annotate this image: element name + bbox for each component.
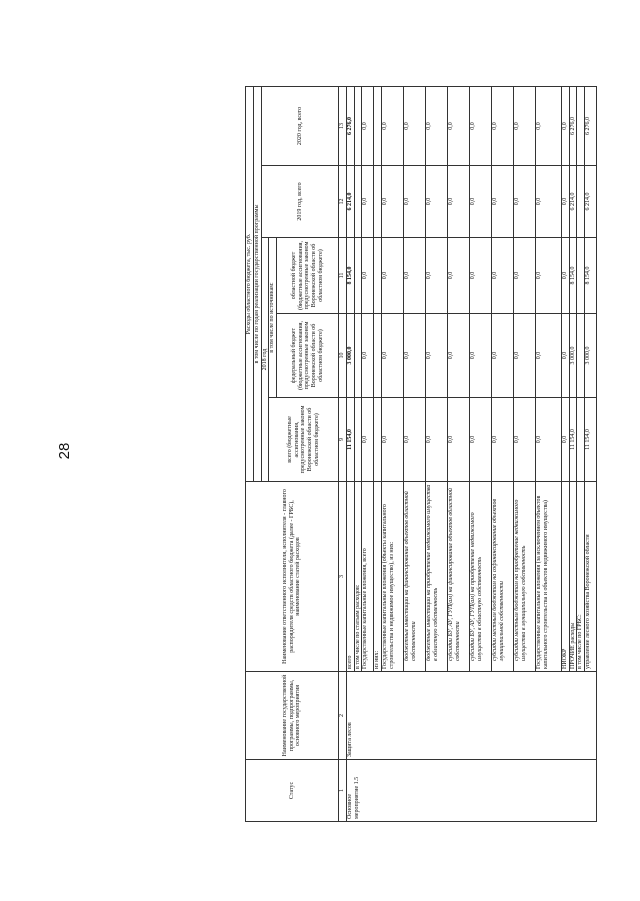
budget-table bbox=[245, 86, 597, 822]
value-cell: 6 276,0 bbox=[346, 86, 354, 165]
column-number: 3 bbox=[339, 482, 347, 672]
value-cell: 0,0 bbox=[362, 314, 374, 398]
value-cell: 0,0 bbox=[514, 238, 536, 314]
value-cell: 11 154,0 bbox=[346, 398, 354, 482]
column-numbers-row bbox=[339, 86, 347, 821]
value-cell: 11 154,0 bbox=[585, 398, 597, 482]
value-cell: 0,0 bbox=[562, 398, 570, 482]
header-col-federal: федеральный бюджет (бюджетные ассигнования, предусмотренные законом Воронежской области об областном бюджете) bbox=[277, 314, 339, 398]
value-cell: 0,0 bbox=[514, 398, 536, 482]
header-col-2019: 2019 год, всего bbox=[261, 166, 338, 238]
value-cell: 0,0 bbox=[562, 314, 570, 398]
value-cell bbox=[374, 238, 382, 314]
value-cell: 8 154,0 bbox=[569, 238, 577, 314]
value-cell: 0,0 bbox=[536, 398, 562, 482]
value-cell: 0,0 bbox=[470, 86, 492, 165]
row-label: в том числе по статьям расходов: bbox=[354, 482, 362, 672]
column-number: 9 bbox=[339, 398, 347, 482]
value-cell: 6 214,0 bbox=[585, 166, 597, 238]
value-cell bbox=[577, 314, 585, 398]
value-cell bbox=[354, 398, 362, 482]
value-cell: 3 000,0 bbox=[346, 314, 354, 398]
value-cell: 0,0 bbox=[426, 398, 448, 482]
value-cell: 0,0 bbox=[514, 86, 536, 165]
value-cell bbox=[374, 314, 382, 398]
value-cell: 0,0 bbox=[404, 166, 426, 238]
row-label: ПРОЧИЕ расходы bbox=[569, 482, 577, 672]
value-cell: 0,0 bbox=[404, 86, 426, 165]
value-cell bbox=[577, 86, 585, 165]
value-cell: 0,0 bbox=[492, 238, 514, 314]
row-label: Государственные капитальные вложения, всего bbox=[362, 482, 374, 672]
column-number: 1 bbox=[339, 760, 347, 822]
value-cell: 0,0 bbox=[404, 238, 426, 314]
row-label: из них: bbox=[374, 482, 382, 672]
row-label: Государственные капитальные вложения (объекты капитального строительства и недвижимое имущество), из них: bbox=[382, 482, 404, 672]
row-label: субсидии местным бюджетам на софинансирование объектов муниципальной собственности bbox=[492, 482, 514, 672]
value-cell: 0,0 bbox=[426, 238, 448, 314]
value-cell: 0,0 bbox=[536, 166, 562, 238]
header-expenses-title: Расходы областного бюджета, тыс. руб. bbox=[246, 86, 254, 481]
value-cell: 0,0 bbox=[404, 398, 426, 482]
status-cell: Основное мероприятие 1.5 bbox=[346, 760, 596, 822]
header-year-2018: 2018 год bbox=[261, 238, 269, 482]
value-cell: 0,0 bbox=[536, 238, 562, 314]
document-sheet bbox=[245, 87, 592, 822]
value-cell: 0,0 bbox=[426, 314, 448, 398]
value-cell: 0,0 bbox=[514, 314, 536, 398]
row-label: субсидии БУ, АУ, ГУП(ам) на приобретение недвижимого имущества в областную собственность bbox=[470, 482, 492, 672]
value-cell: 0,0 bbox=[562, 166, 570, 238]
row-label: субсидии местным бюджетам на приобретение недвижимого имущества в муниципальную собственность bbox=[514, 482, 536, 672]
row-label: Государственные капитальные вложения (за исключением объектов капитального строительства и объектов недвижимого имущества) bbox=[536, 482, 562, 672]
value-cell: 3 000,0 bbox=[569, 314, 577, 398]
value-cell: 0,0 bbox=[362, 398, 374, 482]
value-cell: 6 214,0 bbox=[346, 166, 354, 238]
rotated-table-wrapper bbox=[245, 87, 592, 822]
value-cell: 0,0 bbox=[362, 238, 374, 314]
header-program-name: Наименование государственной программы, подпрограммы, основного мероприятия bbox=[246, 672, 339, 760]
value-cell: 0,0 bbox=[470, 238, 492, 314]
column-number: 12 bbox=[339, 166, 347, 238]
row-label: бюджетные инвестиции на приобретение недвижимого имущества в областную собственность bbox=[426, 482, 448, 672]
program-cell: Защита лесов bbox=[346, 672, 596, 760]
column-number: 13 bbox=[339, 86, 347, 165]
value-cell: 0,0 bbox=[470, 166, 492, 238]
value-cell: 6 276,0 bbox=[569, 86, 577, 165]
value-cell: 0,0 bbox=[404, 314, 426, 398]
header-col-2020: 2020 год, всего bbox=[261, 86, 338, 165]
value-cell bbox=[354, 238, 362, 314]
row-label: в том числе по ГРБС: bbox=[577, 482, 585, 672]
header-col-regional: областной бюджет (бюджетные ассигнования, предусмотренные законом Воронежской области об областном бюджете) bbox=[277, 238, 339, 314]
value-cell: 0,0 bbox=[426, 86, 448, 165]
column-number: 11 bbox=[339, 238, 347, 314]
value-cell: 3 000,0 bbox=[585, 314, 597, 398]
value-cell: 0,0 bbox=[562, 238, 570, 314]
column-number: 2 bbox=[339, 672, 347, 760]
value-cell: 0,0 bbox=[448, 86, 470, 165]
value-cell: 0,0 bbox=[382, 238, 404, 314]
table-row bbox=[346, 86, 354, 821]
value-cell bbox=[354, 166, 362, 238]
value-cell bbox=[354, 86, 362, 165]
value-cell: 0,0 bbox=[382, 86, 404, 165]
value-cell bbox=[374, 86, 382, 165]
value-cell bbox=[374, 398, 382, 482]
value-cell: 0,0 bbox=[492, 86, 514, 165]
header-executor: Наименование ответственного исполнителя, исполнителя - главного распорядителя средств областного бюджета (далее - ГРБС), наименование статей расходов bbox=[246, 482, 339, 672]
row-label: НИОКР bbox=[562, 482, 570, 672]
value-cell: 0,0 bbox=[536, 86, 562, 165]
value-cell: 0,0 bbox=[448, 238, 470, 314]
value-cell: 0,0 bbox=[382, 314, 404, 398]
header-including-sources: в том числе по источникам: bbox=[269, 238, 277, 398]
value-cell: 6 276,0 bbox=[585, 86, 597, 165]
value-cell: 6 214,0 bbox=[569, 166, 577, 238]
row-label: бюджетные инвестиции на финансирование объектов областной собственности bbox=[404, 482, 426, 672]
row-label: субсидии БУ, АУ, ГУП(ам) на финансирование объектов областной собственности bbox=[448, 482, 470, 672]
value-cell: 0,0 bbox=[382, 166, 404, 238]
header-status: Статус bbox=[246, 760, 339, 822]
value-cell bbox=[354, 314, 362, 398]
value-cell: 0,0 bbox=[562, 86, 570, 165]
value-cell: 8 154,0 bbox=[346, 238, 354, 314]
value-cell bbox=[577, 398, 585, 482]
value-cell: 0,0 bbox=[448, 398, 470, 482]
value-cell bbox=[374, 166, 382, 238]
row-label: управление лесного хозяйства Воронежской области bbox=[585, 482, 597, 672]
value-cell: 0,0 bbox=[536, 314, 562, 398]
value-cell: 0,0 bbox=[492, 314, 514, 398]
value-cell: 11 154,0 bbox=[569, 398, 577, 482]
value-cell: 0,0 bbox=[448, 314, 470, 398]
value-cell: 0,0 bbox=[382, 398, 404, 482]
column-number: 10 bbox=[339, 314, 347, 398]
header-col-total: всего (бюджетные ассигнования, предусмотренные законом Воронежской области об областном бюджете) bbox=[269, 398, 339, 482]
row-label: всего bbox=[346, 482, 354, 672]
value-cell bbox=[577, 238, 585, 314]
page-number: 28 bbox=[56, 442, 73, 460]
header-by-year: в том числе по годам реализации государственной программы bbox=[254, 86, 262, 481]
value-cell: 0,0 bbox=[492, 166, 514, 238]
value-cell: 0,0 bbox=[362, 86, 374, 165]
value-cell: 0,0 bbox=[470, 314, 492, 398]
value-cell: 8 154,0 bbox=[585, 238, 597, 314]
value-cell: 0,0 bbox=[514, 166, 536, 238]
value-cell: 0,0 bbox=[426, 166, 448, 238]
value-cell: 0,0 bbox=[492, 398, 514, 482]
value-cell bbox=[577, 166, 585, 238]
value-cell: 0,0 bbox=[448, 166, 470, 238]
value-cell: 0,0 bbox=[362, 166, 374, 238]
value-cell: 0,0 bbox=[470, 398, 492, 482]
